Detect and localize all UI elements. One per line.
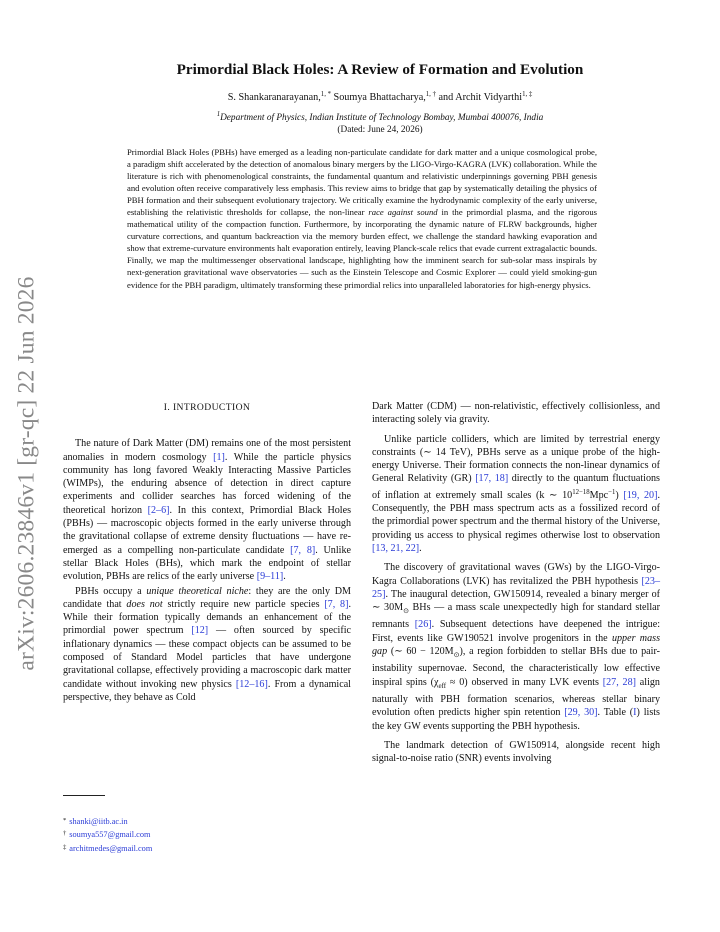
citation-link[interactable]: [9–11] xyxy=(256,571,284,583)
affiliation-text: Department of Physics, Indian Institute of Technology Bombay, Mumbai 400076, India xyxy=(220,113,544,123)
footnote-item: * shanki@iitb.ac.in xyxy=(63,817,128,826)
section-heading: I. INTRODUCTION xyxy=(163,402,251,413)
intro-paragraph-5: The landmark detection of GW150914, alongside recent high signal-to-noise ratio (SNR) events involving xyxy=(372,739,660,765)
citation-link[interactable]: [17, 18] xyxy=(475,473,509,485)
author-2: Soumya Bhattacharya, xyxy=(333,92,426,103)
email-link[interactable]: architmedes@gmail.com xyxy=(69,843,153,853)
author-1-marks: 1, * xyxy=(320,91,331,98)
abstract xyxy=(127,146,597,291)
citation-link[interactable]: [7, 8] xyxy=(290,544,316,556)
intro-paragraph-2: PBHs occupy a unique theoretical niche: they are the only DM candidate that does not strictly require new particle species [7, 8]. While their formation typically demands an enhancement of the primordial power spectrum [12] — often sourced by specific inflationary dynamics — these compact objects can be assumed to be composed of Standard Model particles that have undergone gravitational collapse, effectively providing a macroscopic dark matter candidate without invoking new physics [12–16]. From a dynamical perspective, they behave as Cold xyxy=(63,585,351,703)
paper-title: Primordial Black Holes: A Review of Formation and Evolution xyxy=(176,61,584,78)
intro-paragraph-continued: Dark Matter (CDM) — non-relativistic, effectively collisionless, and interacting solely via gravity. xyxy=(372,401,660,426)
author-3: Archit Vidyarthi xyxy=(455,92,523,103)
footnotes xyxy=(63,815,152,855)
citation-link[interactable]: [26] xyxy=(414,619,432,631)
affiliation-mark: 1 xyxy=(216,111,221,118)
author-list xyxy=(90,91,670,103)
citation-link[interactable]: [2–6] xyxy=(147,504,170,516)
citation-link[interactable]: [12] xyxy=(191,625,209,637)
date-line: (Dated: June 24, 2026) xyxy=(337,125,423,135)
author-2-marks: 1, † xyxy=(425,91,436,98)
left-column xyxy=(63,396,351,704)
citation-link[interactable]: [12–16] xyxy=(235,678,268,690)
intro-paragraph-3: Unlike particle colliders, which are limited by terrestrial energy constraints (∼ 14 TeV), PBHs serve as a unique probe of the high-energy Universe. Their formation connects the non-linear dynamics of General Relativity (GR) [17, 18] directly to the quantum fluctuations of inflation at extremely small scales (k ∼ $10^{12-18}Mpc^{-1}$) [19, 20]. Consequently, the PBH mass spectrum acts as a fossilized record of the primordial power spectrum and the thermal history of the Universe, providing us access to physical regimes otherwise lost to observation [13, 21, 22]. xyxy=(372,433,660,554)
author-conjunction: and xyxy=(438,92,454,103)
footnote-item: ‡ architmedes@gmail.com xyxy=(63,843,153,853)
intro-paragraph-1: The nature of Dark Matter (DM) remains one of the most persistent anomalies in modern cosmology [1]. While the particle physics community has long favored Weakly Interacting Massive Particles (WIMPs), the enduring absence of detection in direct capture experiments and collider searches has forced widening of the theoretical horizon [2–6]. In this context, Primordial Black Holes (PBHs) — macroscopic objects formed in the early universe through the gravitational collapse of extreme density fluctuations — have re-emerged as a compelling non-particulate candidate [7, 8]. Unlike stellar Black Holes (BHs), which mark the endpoint of stellar evolution, PBHs are relics of the early universe [9–11]. xyxy=(63,438,352,583)
right-column xyxy=(372,400,660,765)
citation-link[interactable]: [1] xyxy=(213,451,225,463)
footnote-item: † soumya557@gmail.com xyxy=(63,830,151,840)
abstract-text-1: Primordial Black Holes (PBHs) have emerged as a leading non-particulate candidate for dark matter and a unique cosmological probe, a paradigm shift accelerated by the detection of anomalous binary mergers by the LIGO-Virgo-KAGRA (LVK) collaboration. While the literature is rich with phenomenological constraints, the fundamental quantum and relativistic underpinnings governing PBH genesis and evolution often receive comparatively less emphasis. This review aims to bridge that gap by systematically detailing the physics of PBH formation and their subsequent evolutionary trajectory. We critically examine the hydrodynamic complexity of the early universe, establishing the relativistic thresholds for collapse, the non-linear xyxy=(127,147,597,218)
citation-link[interactable]: [29, 30] xyxy=(564,707,598,719)
abstract-italic: race against sound xyxy=(368,207,438,218)
citation-link[interactable]: [19, 20] xyxy=(623,489,658,501)
citation-link[interactable]: [27, 28] xyxy=(602,676,636,688)
affiliation xyxy=(90,111,670,123)
table-reference-link[interactable]: I xyxy=(633,707,637,719)
citation-link[interactable]: [23–25] xyxy=(372,575,660,600)
author-3-marks: 1, ‡ xyxy=(522,91,533,98)
citation-link[interactable]: [7, 8] xyxy=(324,598,349,610)
abstract-text-2: in the primordial plasma, and the rigorous mathematical utility of the compaction function. Furthermore, by incorporating the dynamic nature of FLRW backgrounds, higher curvature corrections, and quantum backreaction via the memory burden effect, we challenge the standard hawking evaporation and show that extreme-curvature environments halt evaporation entirely, leaving Planck-scale relics that evade current extragalactic bounds. Finally, we map the multimessenger observational landscape, highlighting how the imminent search for sub-solar mass inspirals by next-generation gravitational wave observatories — such as the Einstein Telescope and Cosmic Explorer — could yield smoking-gun evidence for the PBH paradigm, ultimately transforming these primordial relics into unparalleled laboratories for high-energy physics. xyxy=(127,207,597,290)
email-link[interactable]: soumya557@gmail.com xyxy=(69,830,151,840)
email-link[interactable]: shanki@iitb.ac.in xyxy=(69,817,128,826)
footnote-divider xyxy=(63,795,105,796)
citation-link[interactable]: [13, 21, 22] xyxy=(372,542,420,554)
intro-paragraph-4: The discovery of gravitational waves (GWs) by the LIGO-Virgo-Kagra Collaborations (LVK) has revitalized the PBH hypothesis [23–25]. The inaugural detection, GW150914, revealed a binary merger of ∼ $30M_⊙$ BHs — a mass scale unexpectedly high for standard stellar remnants [26]. Subsequent detections have deepened the intrigue: First, events like GW190521 involve progenitors in the upper mass gap (∼ $60 - 120M_⊙$), a region forbidden to stellar BHs due to pair-instability supernovae. Second, the characteristically low effective inspiral spins $(\chi_{eff} \approx 0)$ observed in many LVK events [27, 28] align naturally with PBH formation scenarios, whereas stellar binary evolution often predicts higher spin retention [29, 30]. Table (I) lists the key GW events supporting the PBH hypothesis. xyxy=(372,562,661,732)
arxiv-identifier: arXiv:2606.23846v1 [gr-qc] 22 Jun 2026 xyxy=(13,276,40,671)
author-1: S. Shankaranarayanan, xyxy=(227,92,321,103)
